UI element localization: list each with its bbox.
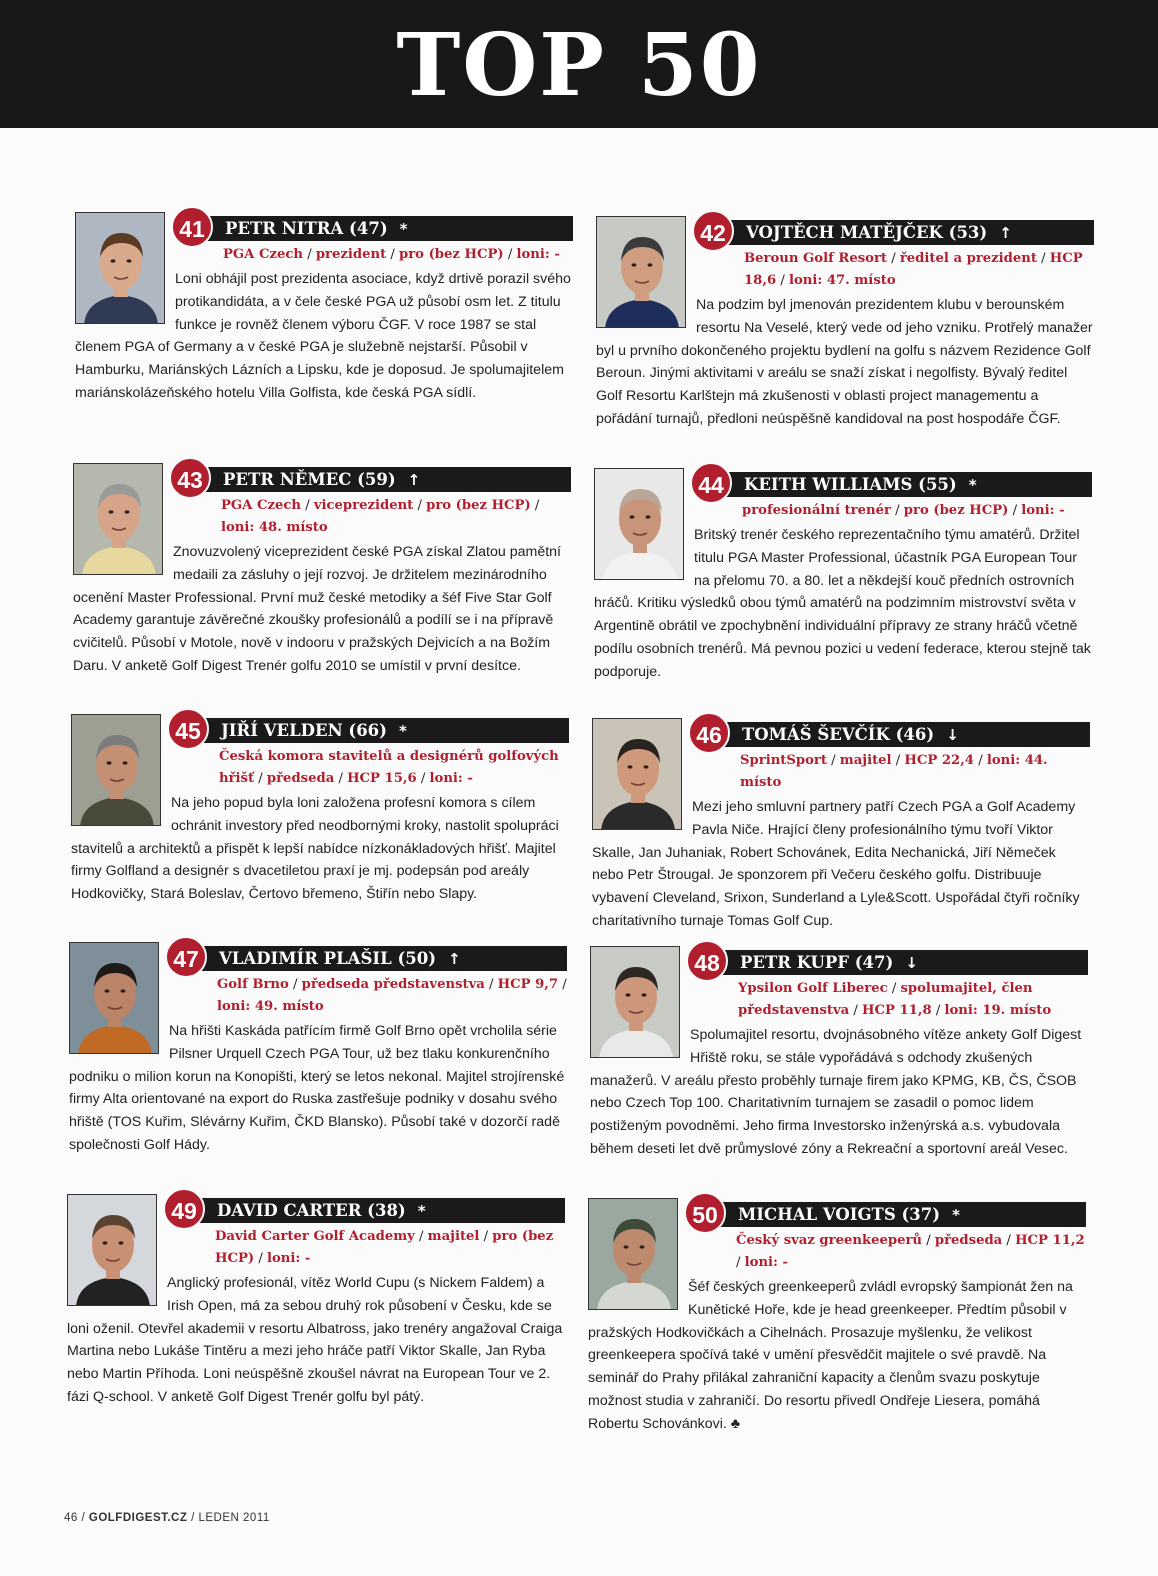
role-part: pro (bez HCP) <box>399 247 504 262</box>
role-part: loni: - <box>429 771 473 786</box>
bio-text: Anglický profesionál, vítěz World Cupu (s Nickem Faldem) a Irish Open, má za sebou druhý rok působení v Česku, kde se loni oženil. Otevřel akademii v resortu Albatross, jako trenéry angažoval Craiga Martina nebo Lukáše Tintěru a mezi jeho hráče patří Viktor Skalle, Jan Ryba nebo Martin Příhoda. Loni neúspěšně zkoušel návrat na European Tour ve 2. fázi Q-school. V anketě Golf Digest Trenér golfu byl pátý. <box>67 1275 563 1405</box>
page-title: TOP 50 <box>396 15 762 116</box>
role-part: předseda <box>266 771 335 786</box>
trend-down-icon: ↓ <box>905 954 918 972</box>
rank-badge: 49 <box>163 1188 205 1230</box>
person-name: VLADIMÍR PLAŠIL (50) <box>219 949 437 968</box>
new-entry-icon: * <box>417 1202 426 1220</box>
role-line <box>738 978 1088 1022</box>
role-part: HCP 11,8 <box>862 1003 932 1018</box>
role-separator: / <box>1008 503 1022 518</box>
new-entry-icon: * <box>399 220 408 238</box>
trend-up-icon: ↑ <box>448 950 461 968</box>
new-entry-icon: * <box>398 722 407 740</box>
role-part: HCP 15,6 <box>347 771 417 786</box>
role-part: loni: 48. místo <box>221 520 328 535</box>
role-part: Ypsilon Golf Liberec <box>738 981 888 996</box>
role-part: SprintSport <box>740 753 827 768</box>
name-bar <box>706 1202 1086 1227</box>
role-line <box>217 974 567 1018</box>
footer-separator: / <box>81 1512 89 1524</box>
role-separator: / <box>826 753 840 768</box>
role-separator: / <box>887 981 901 996</box>
role-separator: / <box>386 247 400 262</box>
role-separator: / <box>974 753 987 768</box>
role-separator: / <box>776 273 789 288</box>
role-part: majitel <box>427 1229 480 1244</box>
footer-issue: LEDEN 2011 <box>198 1512 270 1524</box>
bio-text: Na hřišti Kaskáda patřícím firmě Golf Brno opět vrcholila série Pilsner Urquell Czech PGA Tour, už bez tlaku konkurenčního podniku o milion korun na Konopišti, který se letos nekonal. Majitel strojírenské firmy Alta orientované na export do Ruska zastřešuje podniky v dosahu svého hřiště (TOS Kuřim, Slévárny Kuřim, ČKD Blansko). Působí také v dozorčí radě společnosti Golf Hády. <box>69 1023 565 1153</box>
portrait-photo <box>73 463 163 575</box>
role-part: prezident <box>315 247 387 262</box>
role-separator: / <box>254 1251 267 1266</box>
role-part: PGA Czech <box>223 247 303 262</box>
rank-badge: 50 <box>684 1192 726 1234</box>
role-separator: / <box>254 771 267 786</box>
ranking-entry <box>73 463 571 699</box>
person-name: PETR NITRA (47) <box>225 219 388 238</box>
role-part: předseda <box>934 1233 1003 1248</box>
portrait-photo <box>67 1194 157 1306</box>
role-part: loni: 19. místo <box>944 1003 1052 1018</box>
bio-text: Znovuzvolený viceprezident české PGA získal Zlatou pamětní medaili za zásluhy o její rozvoj. Je držitelem mezinárodního ocenění Master Professional. První muž české metodiky a šéf Five Star Golf Academy garantuje závěrečné zkoušky profesionálů a podílí se i na přípravě cvičitelů. Působí v Motole, nově v indooru v pražských Dejvicích a na Božím Daru. V anketě Golf Digest Trenér golfu 2010 se umístil v první desítce. <box>73 544 561 674</box>
name-bar <box>191 467 571 492</box>
role-part: loni: - <box>1021 503 1065 518</box>
bio-text: Na jeho popud byla loni založena profesní komora s cílem ochránit investory před neodbornými kroky, nastolit spolupráci stavitelů a architektů a přispět k lepší nabídce nízkonákladových hřišť. Majitel firmy Golfland a designér s dvacetiletou praxí je mj. podepsán pod areály Hodkovičky, Stará Boleslav, Čertovo břemeno, Štiřín nebo Slapy. <box>71 795 559 903</box>
role-separator: / <box>887 251 900 266</box>
role-line <box>740 750 1090 794</box>
name-bar <box>712 472 1092 497</box>
person-name: PETR KUPF (47) <box>740 953 894 972</box>
role-part: Golf Brno <box>217 977 289 992</box>
portrait-photo <box>592 718 682 830</box>
bio-text: Šéf českých greenkeeperů zvládl evropský šampionát žen na Kunětické Hoře, kde je head greenkeeper. Předtím působil v pražských Hodkovičkách a Cihelnách. Prosazuje myšlenku, že velikost greenkeepera spočívá také v umění přesvědčit majitele o své pravdě. Na seminář do Prahy přilákal zahraniční kapacity a členům svazu poskytuje možnost studia v zahraničí. Do resortu přivedl Ondřeje Liesera, pomáhá Robertu Schovánkovi. ♣ <box>588 1279 1073 1432</box>
role-part: pro (bez HCP) <box>903 503 1009 518</box>
portrait-photo <box>594 468 684 580</box>
role-part: HCP 22,4 <box>904 753 974 768</box>
footer-site: GOLFDIGEST.CZ <box>88 1512 188 1524</box>
role-part: Beroun Golf Resort <box>744 251 887 266</box>
rank-badge: 45 <box>167 708 209 750</box>
name-bar <box>187 946 567 971</box>
role-separator: / <box>530 498 540 513</box>
role-separator: / <box>413 498 427 513</box>
role-separator: / <box>303 247 316 262</box>
portrait-photo <box>588 1198 678 1310</box>
page-footer <box>64 1512 270 1524</box>
ranking-entry <box>71 714 569 950</box>
role-separator: / <box>334 771 348 786</box>
name-bar <box>710 722 1090 747</box>
trend-down-icon: ↓ <box>946 726 959 744</box>
role-separator: / <box>414 1229 428 1244</box>
person-name: KEITH WILLIAMS (55) <box>744 475 957 494</box>
role-separator: / <box>931 1003 945 1018</box>
rank-badge: 42 <box>692 210 734 252</box>
ranking-entry <box>594 468 1092 704</box>
person-name: TOMÁŠ ŠEVČÍK (46) <box>742 725 935 744</box>
role-part: HCP 11,2 <box>1015 1233 1085 1248</box>
bio-text: Spolumajitel resortu, dvojnásobného vítěze ankety Golf Digest Hřiště roku, se stále vypořádává s odchody zkušených manažerů. V areálu přesto proběhly turnaje firem jako KPMG, KB, ČS, ČSOB nebo Czech Top 100. Charitativním turnajem se zasadil o pomoc lidem postiženým povodněmi. Jeho firma Investorsko inženýrská a.s. vybudovala během deseti let dvě průmyslové zóny a Rekreační a sportovní areál Vesec. <box>590 1027 1082 1157</box>
role-part: loni: 44. místo <box>740 753 1048 790</box>
rank-badge: 41 <box>171 206 213 248</box>
person-name: VOJTĚCH MATĚJČEK (53) <box>746 223 988 242</box>
role-part: loni: - <box>516 247 560 262</box>
person-name: DAVID CARTER (38) <box>217 1201 406 1220</box>
name-bar <box>714 220 1094 245</box>
person-name: MICHAL VOIGTS (37) <box>738 1205 941 1224</box>
rank-badge: 44 <box>690 462 732 504</box>
footer-separator: / <box>191 1512 199 1524</box>
role-line <box>742 500 1092 522</box>
portrait-photo <box>75 212 165 324</box>
role-separator: / <box>288 977 302 992</box>
role-separator: / <box>301 498 314 513</box>
ranking-entry <box>596 216 1094 452</box>
role-line <box>736 1230 1086 1274</box>
trend-up-icon: ↑ <box>407 471 421 489</box>
rank-badge: 47 <box>165 936 207 978</box>
name-bar <box>708 950 1088 975</box>
new-entry-icon: * <box>968 476 977 494</box>
role-separator: / <box>558 977 567 992</box>
role-part: viceprezident <box>313 498 414 513</box>
role-separator: / <box>922 1233 935 1248</box>
trend-up-icon: ↑ <box>999 224 1012 242</box>
bio-text: Britský trenér českého reprezentačního týmu amatérů. Držitel titulu PGA Master Professional, účastník PGA European Tour na přelomu 70. a 80. let a někdejší kouč předních ostrovních hráčů. Kritiku výsledků obou týmů amatérů na podzimním mistrovství světa v Argentině obrátil ve zpochybnění individuální přípravy ze strany hráčů včetně podílu osobních trenérů. Má pevnou pozici u vedení federace, kterou stejně tak podporuje. <box>594 527 1091 680</box>
role-part: PGA Czech <box>221 498 301 513</box>
role-separator: / <box>503 247 517 262</box>
ranking-entry <box>590 946 1088 1182</box>
role-part: spolumajitel, člen představenstva <box>738 981 1033 1018</box>
role-line <box>223 244 573 266</box>
role-part: HCP 18,6 <box>744 251 1083 288</box>
portrait-photo <box>71 714 161 826</box>
bio-text: Mezi jeho smluvní partnery patří Czech PGA a Golf Academy Pavla Niče. Hrající členy profesionálního týmu tvoří Viktor Skalle, Jan Juhaniak, Robert Schovánek, Edita Nechanická, Jiří Němeček nebo Petr Štrougal. Je sponzorem při Večeru českého golfu. Distribuuje vybavení Cleveland, Srixon, Sunderland a Lyle&Scott. Uspořádal čtyři ročníky charitativního turnaje Tomas Golf Cup. <box>592 799 1080 929</box>
role-separator: / <box>1036 251 1050 266</box>
role-line <box>215 1226 565 1270</box>
person-name: JIŘÍ VELDEN (66) <box>221 721 387 740</box>
role-part: Česká komora stavitelů a designérů golfových hřišť <box>219 749 559 786</box>
ranking-entry <box>588 1198 1086 1434</box>
portrait-photo <box>69 942 159 1054</box>
rank-badge: 46 <box>688 712 730 754</box>
name-bar <box>185 1198 565 1223</box>
role-part: HCP 9,7 <box>497 977 559 992</box>
role-separator: / <box>1002 1233 1016 1248</box>
role-part: loni: - <box>744 1255 788 1270</box>
rank-badge: 43 <box>169 457 211 499</box>
ranking-entry <box>592 718 1090 954</box>
role-separator: / <box>416 771 430 786</box>
page-number: 46 <box>64 1512 78 1524</box>
ranking-entry <box>69 942 567 1178</box>
role-line <box>221 495 571 539</box>
ranking-entry <box>75 212 573 448</box>
person-name: PETR NĚMEC (59) <box>223 470 396 489</box>
role-line <box>219 746 569 790</box>
role-part: ředitel a prezident <box>899 251 1037 266</box>
role-separator: / <box>890 503 904 518</box>
role-separator: / <box>891 753 905 768</box>
role-part: profesionální trenér <box>742 503 891 518</box>
role-part: loni: 47. místo <box>788 273 896 288</box>
role-separator: / <box>736 1255 745 1270</box>
role-separator: / <box>484 977 498 992</box>
portrait-photo <box>590 946 680 1058</box>
role-part: David Carter Golf Academy <box>215 1229 415 1244</box>
top-banner <box>0 0 1158 128</box>
role-separator: / <box>479 1229 493 1244</box>
role-part: pro (bez HCP) <box>215 1229 554 1266</box>
role-part: předseda představenstva <box>301 977 485 992</box>
portrait-photo <box>596 216 686 328</box>
role-separator: / <box>849 1003 863 1018</box>
bio-text: Na podzim byl jmenován prezidentem klubu v berounském resortu Na Veselé, který vede od jeho vzniku. Protřelý manažer byl u prvního dokončeného projektu bydlení na golfu s názvem Rezidence Golf Beroun. Jinými aktivitami v areálu se snaží získat i negolfisty. Bývalý ředitel Golf Resortu Karlštejn má zkušenosti v oblasti project managementu a pořádání turnajů, předloni neúspěšně kandidoval na post hospodáře ČGF. <box>596 297 1093 427</box>
new-entry-icon: * <box>952 1206 960 1224</box>
bio-text: Loni obhájil post prezidenta asociace, když drtivě porazil svého protikandidáta, a v čele české PGA už působí osm let. Z titulu funkce je rovněž členem výboru ČGF. V roce 1987 se stal členem PGA of Germany a v české PGA je služebně nejstarší. Působil v Hamburku, Mariánských Lázních a Lipsku, kde je doposud. Je spolumajitelem mariánskolázeňského hotelu Villa Golfista, kde česká PGA sídlí. <box>75 271 571 401</box>
role-part: loni: - <box>266 1251 311 1266</box>
ranking-entry <box>67 1194 565 1430</box>
role-part: Český svaz greenkeeperů <box>736 1233 923 1248</box>
role-part: majitel <box>839 753 892 768</box>
rank-badge: 48 <box>686 940 728 982</box>
name-bar <box>193 216 573 241</box>
name-bar <box>189 718 569 743</box>
role-part: pro (bez HCP) <box>426 498 531 513</box>
role-part: loni: 49. místo <box>217 999 324 1014</box>
role-line <box>744 248 1094 292</box>
